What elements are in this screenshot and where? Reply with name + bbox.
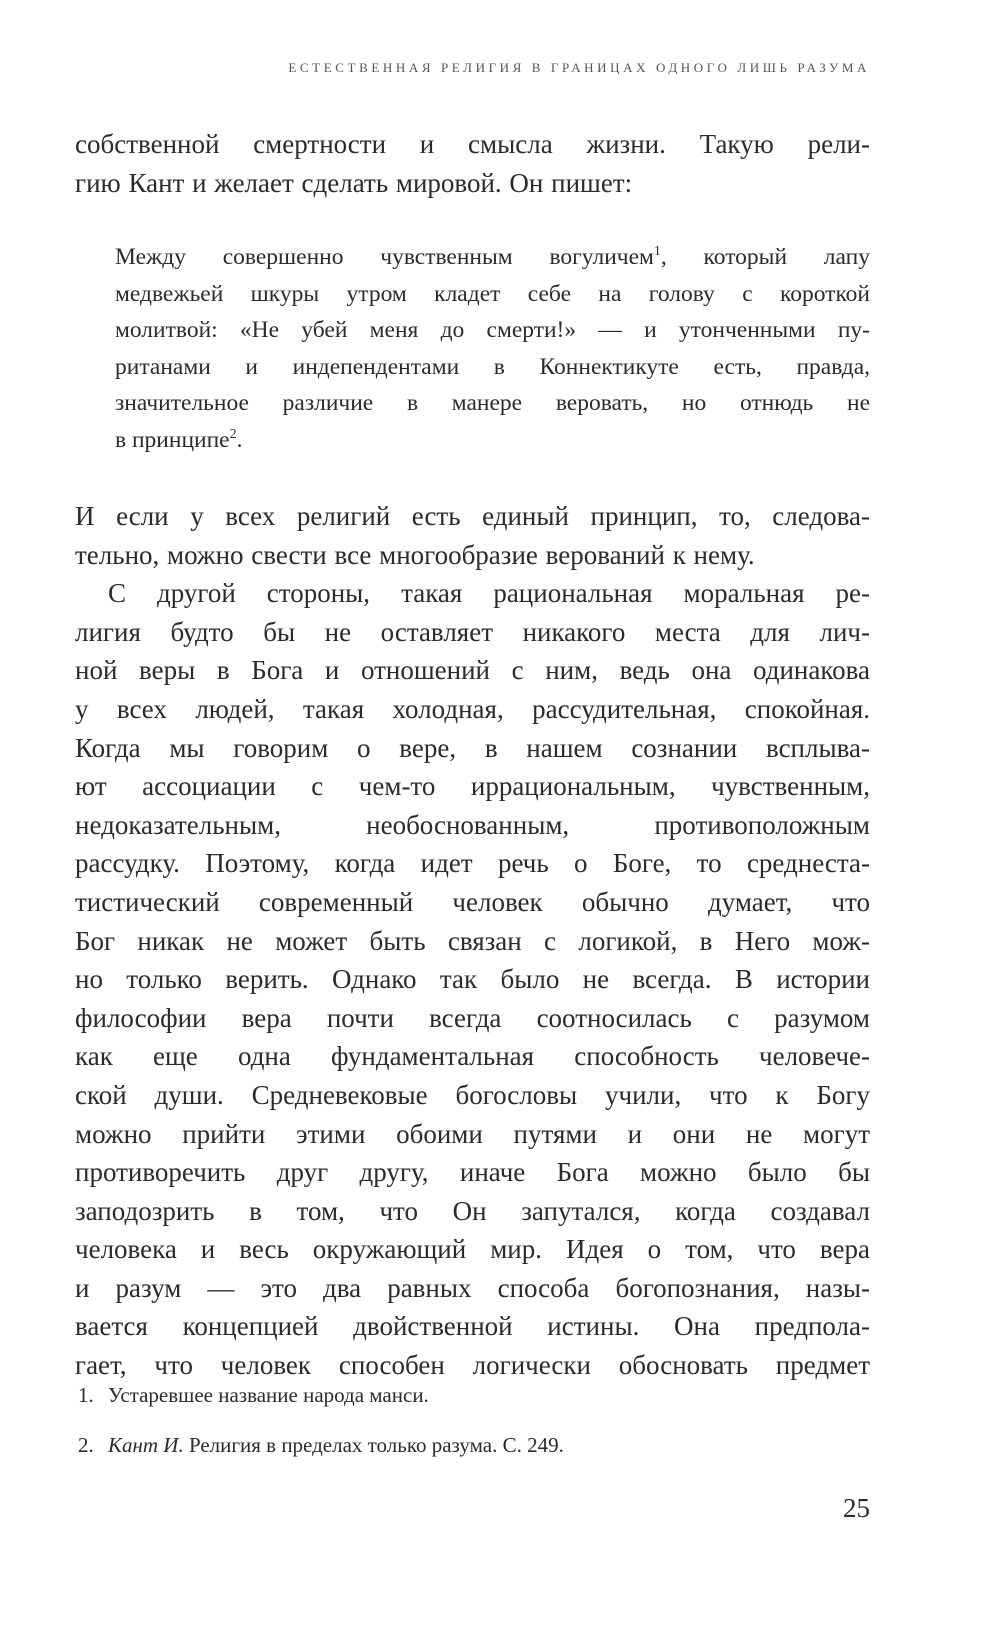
quote-text: Между совершенно чувственным вогуличем [115, 244, 654, 270]
text-line: С другой стороны, такая рациональная моральная ре- [108, 578, 870, 609]
text-line: Бог никак не может быть связан с логикой, в Него мож- [75, 925, 870, 956]
block-quote [115, 239, 870, 459]
quote-text: в принципе [115, 426, 230, 453]
text-line: рассудку. Поэтому, когда идет речь о Боге, то среднеста- [75, 848, 870, 879]
running-head: ЕСТЕСТВЕННАЯ РЕЛИГИЯ В ГРАНИЦАХ ОДНОГО ЛИШЬ РАЗУМА [288, 60, 870, 75]
quote-line: молитвой: «Не убей меня до смерти!» — и утонченными пу- [115, 317, 870, 344]
text-line: философии вера почти всегда соотносилась с разумом [75, 1002, 870, 1033]
footnotes [78, 1382, 868, 1482]
text-line: можно прийти этими обоими путями и они не могут [75, 1118, 870, 1149]
footnote-number: 1. [78, 1383, 94, 1407]
text-line: как еще одна фундаментальная способность человече- [75, 1041, 870, 1072]
text-line: вается концепцией двойственной истины. Она предпола- [75, 1311, 870, 1342]
text-line: ской души. Средневековые богословы учили, что к Богу [75, 1079, 870, 1110]
text-line: заподозрить в том, что Он запутался, когда создавал [75, 1195, 870, 1226]
intro-paragraph [75, 125, 870, 202]
footnote-author: Кант И. [108, 1433, 184, 1457]
text-line: И если у всех религий есть единый принцип, то, следова- [75, 501, 870, 531]
quote-line [115, 422, 870, 459]
footnote-ref-1[interactable]: 1 [653, 244, 661, 259]
body-text [75, 497, 870, 1385]
text-line: противоречить друг другу, иначе Бога можно было бы [75, 1157, 870, 1188]
text-line: но только верить. Однако так было не всегда. В истории [75, 964, 870, 995]
quote-line: ританами и индепендентами в Коннектикуте есть, правда, [115, 353, 870, 380]
quote-text: . [236, 426, 243, 453]
footnote-text: Религия в пределах только разума. С. 249. [183, 1433, 564, 1457]
text-line: недоказательным, необоснованным, противоположным [75, 809, 870, 840]
footnote-text: Устаревшее название народа манси. [108, 1383, 429, 1407]
text-line: Когда мы говорим о вере, в нашем сознании всплыва- [75, 732, 870, 763]
quote-line: значительное различие в манере веровать, но отнюдь не [115, 390, 870, 417]
page-number: 25 [843, 1493, 870, 1523]
text-line: ют ассоциации с чем-то иррациональным, чувственным, [75, 771, 870, 802]
quote-line [115, 239, 870, 276]
footnote-ref-2[interactable]: 2 [229, 426, 237, 442]
text-line: собственной смертности и смысла жизни. Такую рели- [75, 129, 870, 159]
text-line: тистический современный человек обычно думает, что [75, 886, 870, 917]
text-line: ной веры в Бога и отношений с ним, ведь она одинакова [75, 655, 870, 686]
text-line: у всех людей, такая холодная, рассудительная, спокойная. [75, 693, 870, 724]
quote-line: медвежьей шкуры утром кладет себе на голову с короткой [115, 280, 870, 307]
footnote-1 [78, 1382, 868, 1408]
text-line: человека и весь окружающий мир. Идея о том, что вера [75, 1234, 870, 1265]
text-line: гает, что человек способен логически обосновать предмет [75, 1350, 870, 1381]
text-line: гию Кант и желает сделать мировой. Он пишет: [75, 167, 633, 198]
footnote-number: 2. [78, 1433, 94, 1457]
quote-text: , который лапу [660, 244, 870, 270]
text-line: лигия будто бы не оставляет никакого места для лич- [75, 616, 870, 647]
text-line: и разум — это два равных способа богопознания, назы- [75, 1272, 870, 1303]
text-line: тельно, можно свести все многообразие верований к нему. [75, 539, 755, 570]
footnote-2 [78, 1432, 868, 1458]
